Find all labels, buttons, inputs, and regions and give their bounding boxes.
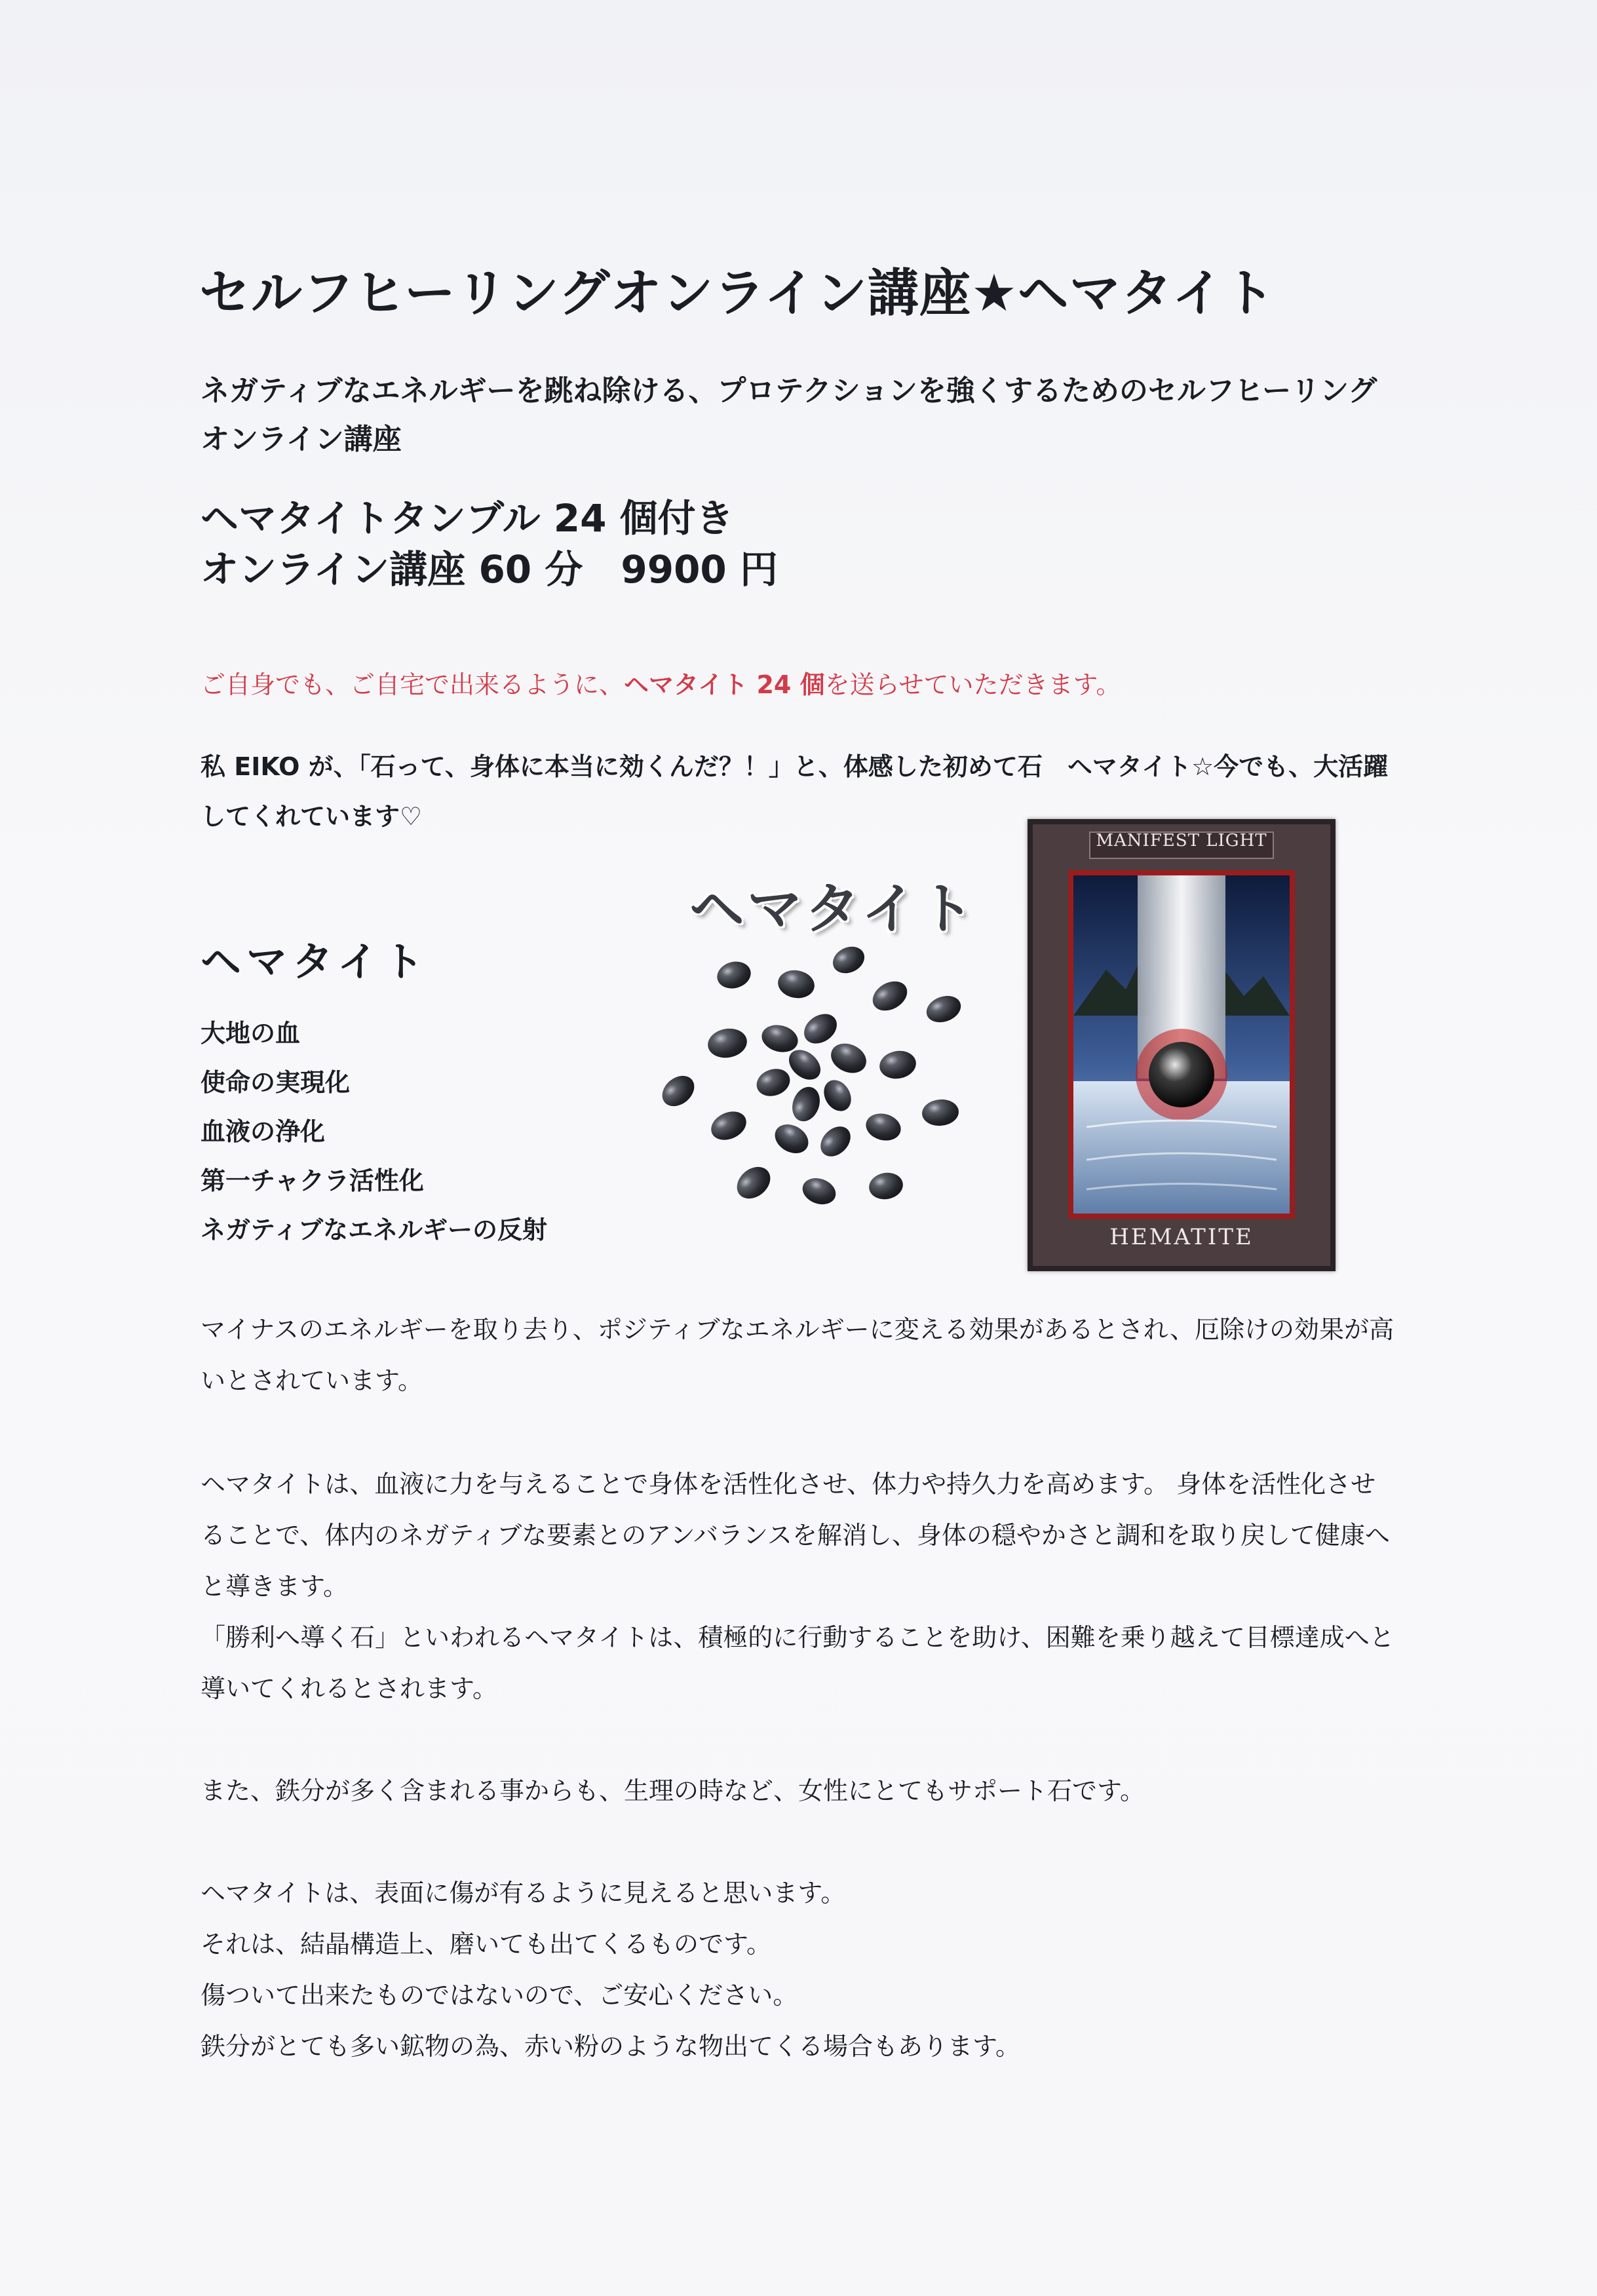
property-item: 使命の実現化 xyxy=(201,1068,351,1097)
property-item: ネガティブなエネルギーの反射 xyxy=(201,1215,547,1244)
oracle-card-image xyxy=(1028,819,1336,1271)
description-line: それは、結晶構造上、磨いても出てくるものです。 xyxy=(201,1930,771,1959)
description-paragraph: 「勝利へ導く石」といわれるヘマタイトは、積極的に行動することを助け、困難を乗り越えて目標達成へと導いてくれるとされます。 xyxy=(201,1623,1395,1703)
description-paragraph: ヘマタイトは、血液に力を与えることで身体を活性化させ、体力や持久力を高めます。 身体を活性化させることで、体内のネガティブな要素とのアンバランスを解消し、身体の穏やかさと調和を取り戻して健康へと導きます。 xyxy=(201,1470,1390,1601)
description-line: 鉄分がとても多い鉱物の為、赤い粉のような物出てくる場合もあります。 xyxy=(201,2032,1020,2061)
intro-text: 私 EIKO が、「石って、身体に本当に効くんだ？！」と、体感した初めて石 ヘマタイト☆今でも、大活躍してくれています♡ xyxy=(201,752,1389,831)
page-title: セルフヒーリングオンライン講座★ヘマタイト xyxy=(199,264,1276,323)
description-paragraph: また、鉄分が多く含まれる事からも、生理の時など、女性にとてもサポート石です。 xyxy=(201,1776,1145,1805)
description-body xyxy=(201,1304,1400,2072)
notice-prefix: ご自身でも、ご自宅で出来るように、 xyxy=(201,670,625,699)
shipping-notice xyxy=(201,664,1121,700)
notice-suffix: を送らせていただきます。 xyxy=(824,670,1121,699)
property-item: 大地の血 xyxy=(201,1019,301,1048)
stone-heading: ヘマタイト xyxy=(201,938,429,985)
hematite-stones-image xyxy=(649,930,976,1219)
card-bottom-label: HEMATITE xyxy=(1109,1224,1254,1250)
card-top-label: MANIFEST LIGHT xyxy=(1096,831,1267,851)
property-item: 第一チャクラ活性化 xyxy=(201,1166,424,1195)
offer-line-product: ヘマタイトタンブル 24 個付き xyxy=(201,496,734,541)
offer-line-price: オンライン講座 60 分 9900 円 xyxy=(201,547,778,592)
property-item: 血液の浄化 xyxy=(201,1117,326,1146)
description-line: 傷ついて出来たものではないので、ご安心ください。 xyxy=(201,1981,798,2010)
subtitle: ネガティブなエネルギーを跳ね除ける、プロテクションを強くするためのセルフヒーリングオンライン講座 xyxy=(201,374,1377,456)
notice-highlight: ヘマタイト 24 個 xyxy=(624,670,825,699)
oracle-card-artwork xyxy=(1028,819,1336,1271)
photo-title: ヘマタイト xyxy=(689,877,977,941)
offer-block xyxy=(201,493,778,595)
stone-properties-list xyxy=(201,1009,547,1255)
description-line: ヘマタイトは、表面に傷が有るように見えると思います。 xyxy=(201,1879,846,1907)
description-paragraph: マイナスのエネルギーを取り去り、ポジティブなエネルギーに変える効果があるとされ、厄除けの効果が高いとされています。 xyxy=(201,1315,1394,1395)
